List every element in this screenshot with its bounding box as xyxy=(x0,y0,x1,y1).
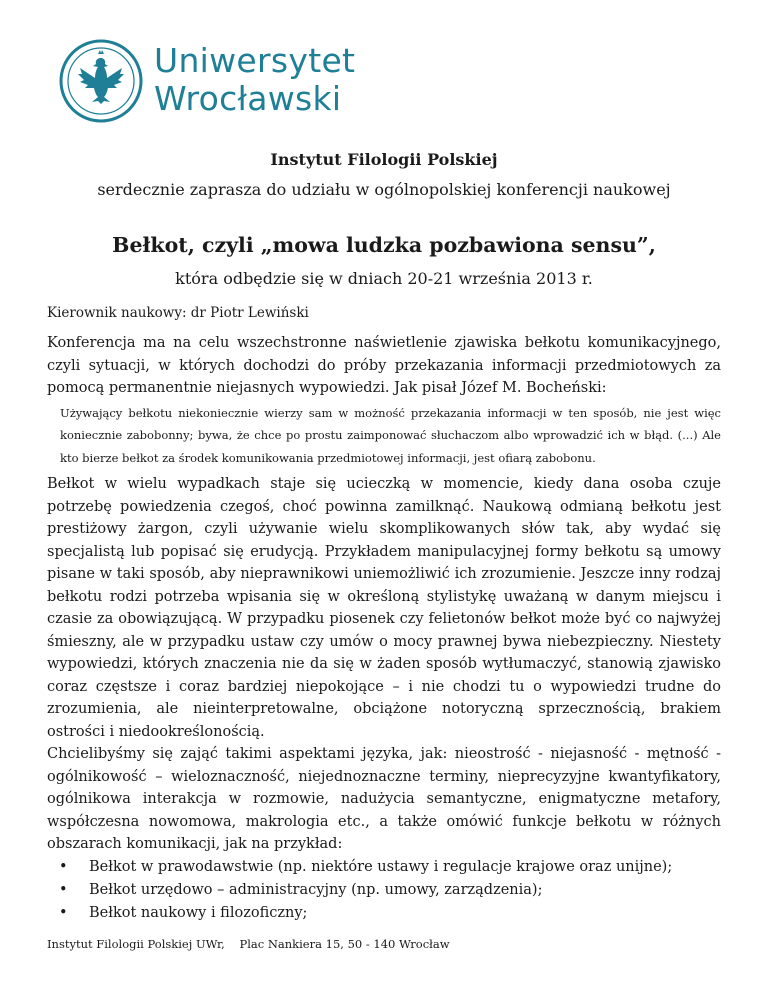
quote-bochenski: Używający bełkotu niekoniecznie wierzy sam w możność przekazania informacji w ten sposób, nie jest więc koniecznie zabobonny; bywa, że chce po prostu zaimponować słuchaczom albo wprowadzić ich w błąd. (...) Ale kto bierze bełkot za środek komunikowania przedmiotowej informacji, jest ofiarą zabobonu. xyxy=(60,405,721,465)
list-item xyxy=(59,902,721,925)
conference-title: Bełkot, czyli „mowa ludzka pozbawiona sensu”, xyxy=(112,233,656,257)
topic-text: Bełkot w prawodawstwie (np. niektóre ustawy i regulacje krajowe oraz unijne); xyxy=(89,858,673,875)
topic-text: Bełkot urzędowo – administracyjny (np. umowy, zarządzenia); xyxy=(89,881,543,898)
logo-wordmark xyxy=(154,42,355,118)
institute-name: Instytut Filologii Polskiej xyxy=(270,150,498,169)
university-logo xyxy=(58,38,358,128)
bullet: • xyxy=(59,858,68,875)
scientific-lead: Kierownik naukowy: dr Piotr Lewiński xyxy=(47,305,309,321)
paragraph-aspects: Chcielibyśmy się zająć takimi aspektami języka, jak: nieostrość - niejasność - mętność - ogólnikowość – wieloznaczność, niejednoznaczne terminy, nieprecyzyjne kwantyfikatory, ogólnikowa interakcja w rozmowie, nadużycia semantyczne, enigmatyczne metafory, współczesna nowomowa, makrologia etc., a także omówić funkcje bełkotu w różnych obszarach komunikacji, jak na przykład: xyxy=(47,746,721,852)
page-footer xyxy=(47,937,450,951)
paragraph-belkot: Bełkot w wielu wypadkach staje się ucieczką w momencie, kiedy dana osoba czuje potrzebę powiedzenia czegoś, choć powinna zamilknąć. Naukową odmianą bełkotu jest prestiżowy żargon, czyli używanie wielu skomplikowanych słów tak, aby wydać się specjalistą lub popisać się erudycją. Przykładem manipulacyjnej formy bełkotu są umowy pisane w taki sposób, aby nieprawnikowi uniemożliwić ich zrozumienie. Jeszcze inny rodzaj bełkotu rodzi potrzeba wpisania się w określoną stylistykę uważaną w danym miejscu i czasie za obowiązującą. W przypadku piosenek czy felietonów bełkot może być co najwyżej śmieszny, ale w przypadku ustaw czy umów o mocy prawnej bywa niebezpieczny. Niestety wypowiedzi, których znaczenia nie da się w żaden sposób wytłumaczyć, stanowią zjawisko coraz częstsze i coraz bardziej niepokojące – i nie chodzi tu o wypowiedzi trudne do zrozumienia, ale nieinterpretowalne, obciążone notoryczną sprzecznością, brakiem ostrości i niedookreślonością. xyxy=(47,476,721,740)
topics-list xyxy=(47,856,721,925)
paragraph-intro: Konferencja ma na celu wszechstronne naświetlenie zjawiska bełkotu komunikacyjnego, czyli sytuacji, w których dochodzi do próby przekazania informacji przedmiotowych za pomocą permanentnie niejasnych wypowiedzi. Jak pisał Józef M. Bocheński: xyxy=(47,335,721,396)
invitation-line: serdecznie zaprasza do udziału w ogólnopolskiej konferencji naukowej xyxy=(97,180,671,199)
document-body xyxy=(47,150,721,925)
conference-date: która odbędzie się w dniach 20-21 września 2013 r. xyxy=(175,269,593,288)
logo-line-1: Uniwersytet xyxy=(154,41,356,80)
topic-text: Bełkot naukowy i filozoficzny; xyxy=(89,904,308,921)
bullet: • xyxy=(59,904,68,921)
footer-institute: Instytut Filologii Polskiej UWr, xyxy=(47,937,225,951)
logo-line-2: Wrocławski xyxy=(154,79,342,118)
footer-address: Plac Nankiera 15, 50 - 140 Wrocław xyxy=(239,937,450,951)
bullet: • xyxy=(59,881,68,898)
list-item xyxy=(59,856,721,879)
list-item xyxy=(59,879,721,902)
eagle-emblem-icon xyxy=(58,38,144,124)
